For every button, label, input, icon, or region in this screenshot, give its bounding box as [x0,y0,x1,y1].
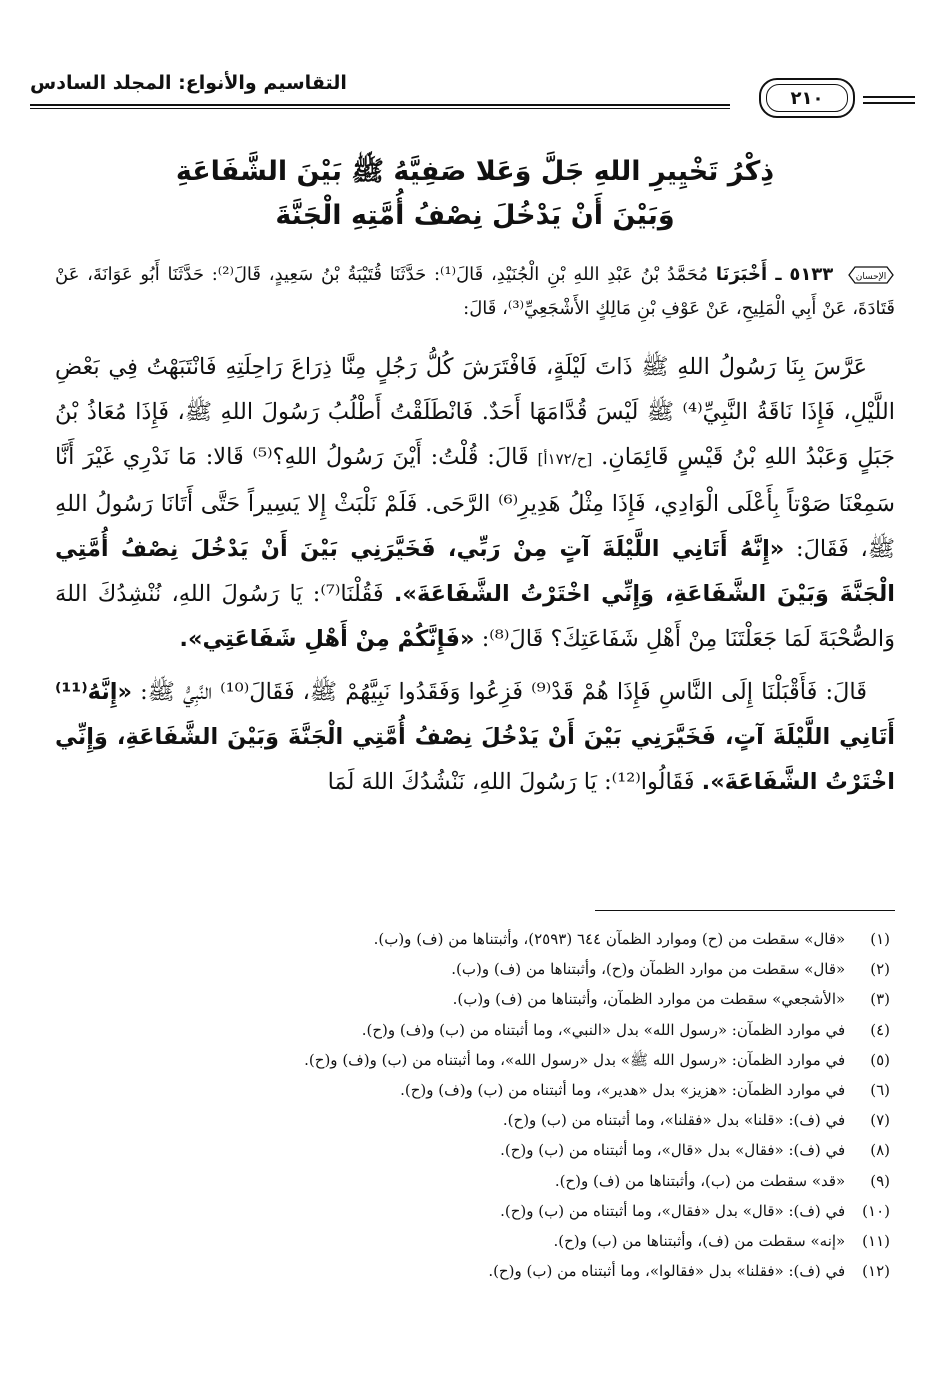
footnote-item [60,984,890,1014]
footnote-text: «قال» سقطت من موارد الظمآن و(ح)، وأثبتناها من (ف) و(ب). [451,960,846,979]
footnote-item [60,1045,890,1075]
chapter-title-line-1: ذِكْرُ تَخْيِيرِ اللهِ جَلَّ وَعَلا صَفِيَّهُ ﷺ بَيْنَ الشَّفَاعَةِ [175,156,775,187]
footnote-text: في موارد الظمآن: «هزيز» بدل «هدير»، وما أثبتناه من (ب) و(ف) و(ح). [400,1081,846,1100]
chapter-title-line-2: وَبَيْنَ أَنْ يَدْخُلَ نِصْفُ أُمَّتِهِ الْجَنَّةَ [275,200,675,231]
footnote-text: «الأشجعي» سقطت من موارد الظمآن، وأثبتناها من (ف) و(ب). [452,990,846,1009]
footnote-number: (٩) [870,1171,890,1190]
footnote-text: في موارد الظمآن: «رسول الله ﷺ» بدل «رسول الله»، وما أثبتناه من (ب) و(ف) و(ح). [304,1050,846,1069]
footnote-item [60,1105,890,1135]
isnad-paragraph [55,258,895,326]
narration-text: فَقَالُوا⁽¹²⁾: يَا رَسُولَ اللهِ، نَنْشُدُكَ اللهَ لَمَا [327,769,695,795]
prophet-speech: «إِنَّهُ أَتَانِي اللَّيْلَةَ آتٍ مِنْ رَبِّي، فَخَيَّرَنِي بَيْنَ أَنْ يَدْخُلَ نِصْفُ أُمَّتِي الْجَنَّةَ وَبَيْنَ الشَّفَاعَةِ، وَإِنِّي اخْتَرْتُ الشَّفَاعَةَ». [55,536,895,607]
narration-text: فَقُلْنَا⁽⁷⁾: يَا رَسُولَ اللهِ، نُنْشِدُكَ اللهَ وَالصُّحْبَةَ لَمَا جَعَلْتَنَا مِنْ أَهْلِ شَفَاعَتِكَ؟ قَالَ⁽⁸⁾: [55,581,895,652]
hadith-body [55,345,895,805]
body-paragraph-2 [55,670,895,805]
footnote-item [60,954,890,984]
footnote-text: في (ف): «قال» بدل «فقال»، وما أثبتناه من (ب) و(ح). [500,1201,846,1220]
footnote-number: (١١) [862,1232,890,1251]
narration-text: قَالَ: قُلْتُ: أَيْنَ رَسُولُ اللهِ؟⁽⁵⁾ قَالا: مَا نَدْرِي غَيْرَ أَنَّا سَمِعْنَا صَوْتاً بِأَعْلَى الْوَادِي، فَإِذَا مِثْلُ هَدِيرِ⁽⁶⁾ الرَّحَى. فَلَمْ نَلْبَثْ إِلا يَسِيراً حَتَّى أَتَانَا رَسُولُ اللهِ ﷺ، فَقَالَ: [55,444,896,562]
footnote-separator [595,910,895,911]
footnote-text: في (ف): «قلنا» بدل «فقلنا»، وما أثبتناه من (ب) و(ح). [502,1111,846,1130]
footnote-number: (٥) [870,1050,890,1069]
narration-text: قَالَ: فَأَقْبَلْنَا إِلَى النَّاسِ فَإِذَا هُمْ قَدْ⁽⁹⁾ فَزِعُوا وَفَقَدُوا نَبِيَّهُمْ ﷺ، فَقَالَ⁽¹⁰⁾ النَّبِيُّ ﷺ: [140,679,867,705]
ihsan-badge-icon [847,264,895,286]
body-paragraph-1 [55,345,895,662]
chapter-title [60,150,890,238]
footnote-text: «قال» سقطت من (ح) وموارد الظمآن ٦٤٤ (٢٥٩٣)، وأثبتناها من (ف) و(ب). [373,930,846,948]
footnote-number: (١٠) [862,1201,890,1220]
footnote-text: «إنه» سقطت من (ف)، وأثبتناها من (ب) و(ح). [553,1232,846,1251]
isnad-text: مُحَمَّدُ بْنُ عَبْدِ اللهِ بْنِ الْجُنَيْدِ، قَالَ⁽¹⁾: حَدَّثَنَا قُتَيْبَةُ بْنُ سَعِيدٍ، قَالَ⁽²⁾: حَدَّثَنَا أَبُو عَوَانَةَ، عَنْ قَتَادَةَ، عَنْ أَبِي الْمَلِيحِ، عَنْ عَوْفِ بْنِ مَالِكٍ الأَشْجَعِيِّ⁽³⁾، قَالَ: [55,264,895,319]
footnote-text: في موارد الظمآن: «رسول الله» بدل «النبي»، وما أثبتناه من (ب) و(ف) و(ح). [361,1020,846,1039]
footnote-item [60,1166,890,1196]
header-ornament-line [863,102,915,104]
footnote-item [60,1075,890,1105]
footnote-item [60,1226,890,1256]
footnote-item [60,1135,890,1165]
footnote-text: في (ف): «فقال» بدل «قال»، وما أثبتناه من (ب) و(ح). [500,1141,846,1160]
footnote-number: (١٢) [862,1262,890,1281]
footnote-item [60,1256,890,1286]
footnote-number: (٧) [870,1111,890,1130]
footnote-number: (٣) [870,990,890,1009]
footnote-item [60,1196,890,1226]
running-title: التقاسيم والأنواع: المجلد السادس [30,72,347,94]
page-number: ٢١٠ [766,84,848,112]
narration-text: عَرَّسَ بِنَا رَسُولُ اللهِ ﷺ ذَاتَ لَيْلَةٍ، فَافْتَرَشَ كُلُّ رَجُلٍ مِنَّا ذِرَاعَ رَاحِلَتِهِ فَانْتَبَهْتُ فِي بَعْضِ اللَّيْلِ، فَإِذَا نَاقَةُ النَّبِيِّ⁽⁴⁾ ﷺ لَيْسَ قُدَّامَهَا أَحَدٌ. فَانْطَلَقْتُ أَطْلُبُ رَسُولَ اللهِ ﷺ، فَإِذَا مُعَاذُ بْنُ جَبَلٍ وَعَبْدُ اللهِ بْنُ قَيْسٍ قَائِمَانِ. [55,354,895,470]
footnote-item [60,924,890,954]
akhbarana-word: ـ أَخْبَرَنَا [715,264,782,285]
page-number-frame [759,78,855,118]
footnote-text: «قد» سقطت من (ب)، وأثبتناها من (ف) و(ح). [554,1171,846,1190]
footnote-number: (٢) [870,960,890,979]
header-rule-thin [30,108,730,109]
page-header [30,68,915,124]
footnote-number: (٤) [870,1020,890,1039]
hadith-number: ٥١٣٣ [789,264,834,285]
prophet-speech: «إِنَّهُ⁽¹¹⁾ أَتَانِي اللَّيْلَةَ آتٍ، فَخَيَّرَنِي بَيْنَ أَنْ يَدْخُلَ نِصْفُ أُمَّتِي الْجَنَّةَ وَبَيْنَ الشَّفَاعَةِ، وَإِنِّي اخْتَرْتُ الشَّفَاعَةَ». [55,679,895,795]
manuscript-page-ref: [ح/١٧٢أ] [537,450,593,468]
footnote-number: (٦) [870,1081,890,1100]
ihsan-badge-label: الإحسان [855,272,887,282]
footnote-item [60,1015,890,1045]
header-ornament-line [863,96,915,98]
footnote-text: في (ف): «فقلنا» بدل «فقالوا»، وما أثبتناه من (ب) و(ح). [488,1262,846,1281]
header-rule [30,104,730,106]
footnotes-list [60,924,890,1286]
footnote-number: (١) [870,930,890,948]
footnote-number: (٨) [870,1141,890,1160]
prophet-speech: «فَإِنَّكُمْ مِنْ أَهْلِ شَفَاعَتِي». [179,626,475,652]
